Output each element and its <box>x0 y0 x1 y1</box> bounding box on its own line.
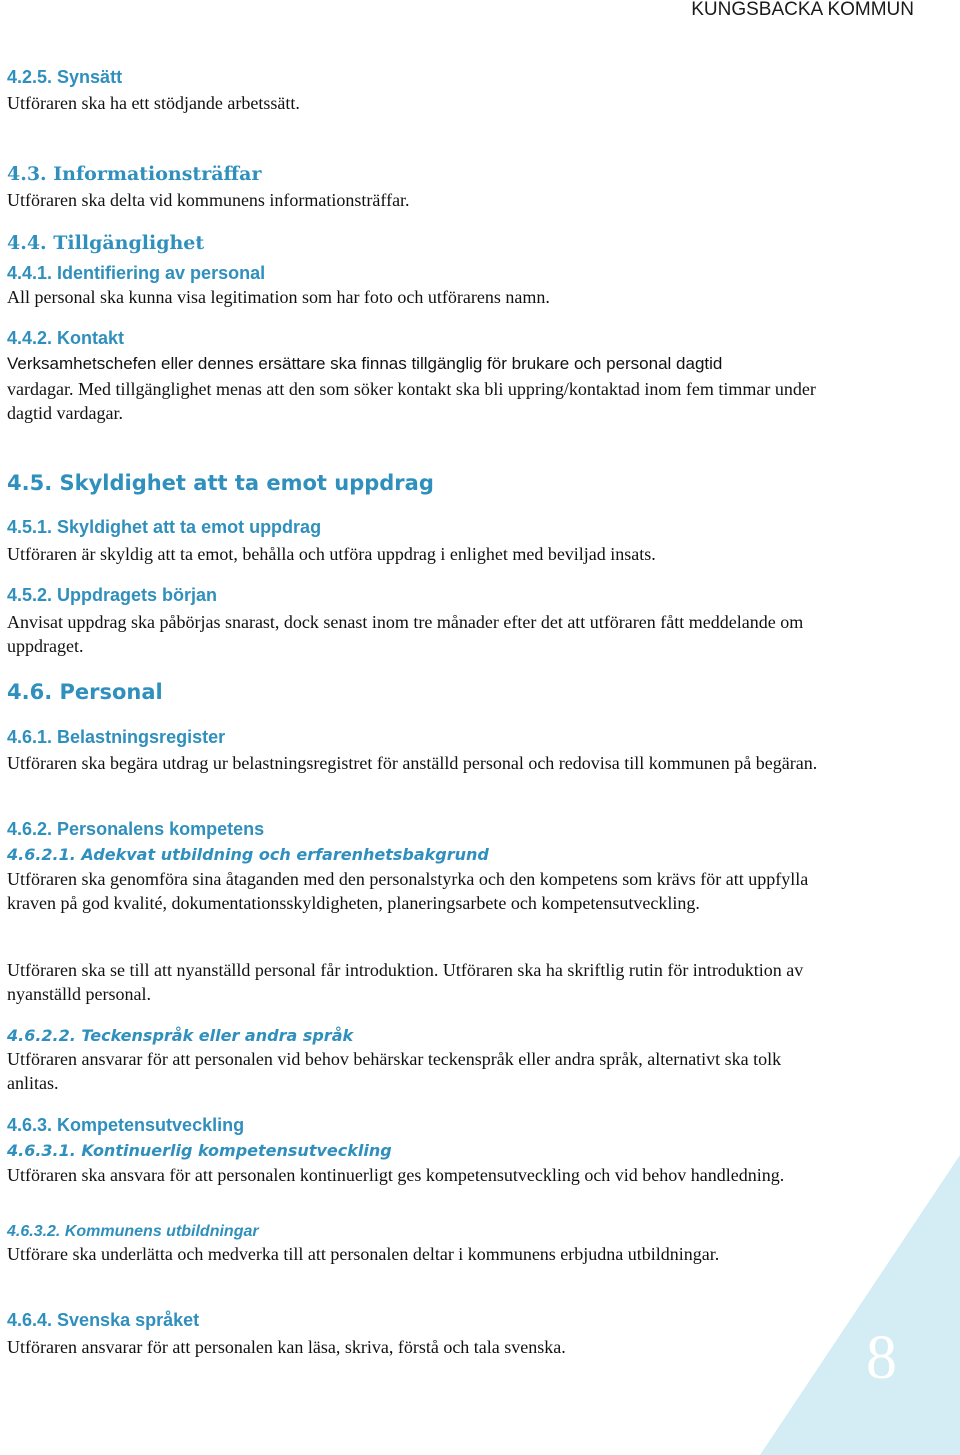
body-4-5-1: Utföraren är skyldig att ta emot, behålla och utföra uppdrag i enlighet med beviljad insats. <box>7 544 656 564</box>
heading-4-6-2: 4.6.2. Personalens kompetens <box>7 819 265 839</box>
page-number: 8 <box>866 1324 897 1392</box>
page-corner-decoration <box>760 1155 960 1455</box>
heading-4-2-5: 4.2.5. Synsätt <box>7 67 123 87</box>
body-4-6-1: Utföraren ska begära utdrag ur belastningsregistret för anställd personal och redovisa till kommunen på begäran. <box>7 753 818 773</box>
body-4-6-2-2: Utföraren ansvarar för att personalen vid behov behärskar teckenspråk eller andra språk, alternativt ska tolk anlitas. <box>7 1049 782 1094</box>
heading-4-6: 4.6. Personal <box>7 680 163 704</box>
body-4-6-2-1: Utföraren ska genomföra sina åtaganden med den personalstyrka och den kompetens som krävs för att uppfylla kraven på god kvalité, dokumentationsskyldigheten, planeringsarbete och kompetensutveckling. <box>7 869 809 914</box>
body-4-6-3-2: Utförare ska underlätta och medverka till att personalen deltar i kommunens erbjudna utbildningar. <box>7 1244 720 1264</box>
heading-4-6-2-1: 4.6.2.1. Adekvat utbildning och erfarenhetsbakgrund <box>7 845 489 864</box>
body-4-4-2: vardagar. Med tillgänglighet menas att den som söker kontakt ska bli uppring/kontaktad inom fem timmar under dagtid vardagar. <box>7 379 816 424</box>
body-4-5-2: Anvisat uppdrag ska påbörjas snarast, dock senast inom tre månader efter det att utföraren fått meddelande om uppdraget. <box>7 612 804 657</box>
body-4-2-5: Utföraren ska ha ett stödjande arbetssätt. <box>7 93 300 113</box>
body-4-6-2-1-intro: Utföraren ska se till att nyanställd personal får introduktion. Utföraren ska ha skriftlig rutin för introduktion av nyanställd personal. <box>7 960 804 1005</box>
organization-header: KUNGSBACKA KOMMUN <box>691 0 914 20</box>
heading-4-4-1: 4.4.1. Identifiering av personal <box>7 263 266 283</box>
body-4-6-4: Utföraren ansvarar för att personalen kan läsa, skriva, förstå och tala svenska. <box>7 1337 566 1357</box>
heading-4-6-3-2: 4.6.3.2. Kommunens utbildningar <box>7 1223 259 1240</box>
body-4-4-2-first-line: Verksamhetschefen eller dennes ersättare ska finnas tillgänglig för brukare och personal dagtid <box>7 354 723 373</box>
body-4-4-1: All personal ska kunna visa legitimation som har foto och utförarens namn. <box>7 287 550 307</box>
heading-4-4: 4.4. Tillgänglighet <box>7 232 205 254</box>
body-4-3: Utföraren ska delta vid kommunens informationsträffar. <box>7 190 410 210</box>
heading-4-5-1: 4.5.1. Skyldighet att ta emot uppdrag <box>7 517 322 537</box>
heading-4-5-2: 4.5.2. Uppdragets början <box>7 585 218 605</box>
heading-4-4-2: 4.4.2. Kontakt <box>7 328 125 348</box>
heading-4-6-2-2: 4.6.2.2. Teckenspråk eller andra språk <box>7 1026 354 1045</box>
heading-4-6-4: 4.6.4. Svenska språket <box>7 1310 200 1330</box>
heading-4-6-1: 4.6.1. Belastningsregister <box>7 727 226 747</box>
body-4-6-3-1: Utföraren ska ansvara för att personalen kontinuerligt ges kompetensutveckling och vid behov handledning. <box>7 1165 785 1185</box>
heading-4-5: 4.5. Skyldighet att ta emot uppdrag <box>7 471 434 495</box>
heading-4-6-3: 4.6.3. Kompetensutveckling <box>7 1115 245 1135</box>
heading-4-3: 4.3. Informationsträffar <box>7 163 262 185</box>
heading-4-6-3-1: 4.6.3.1. Kontinuerlig kompetensutveckling <box>7 1141 392 1160</box>
